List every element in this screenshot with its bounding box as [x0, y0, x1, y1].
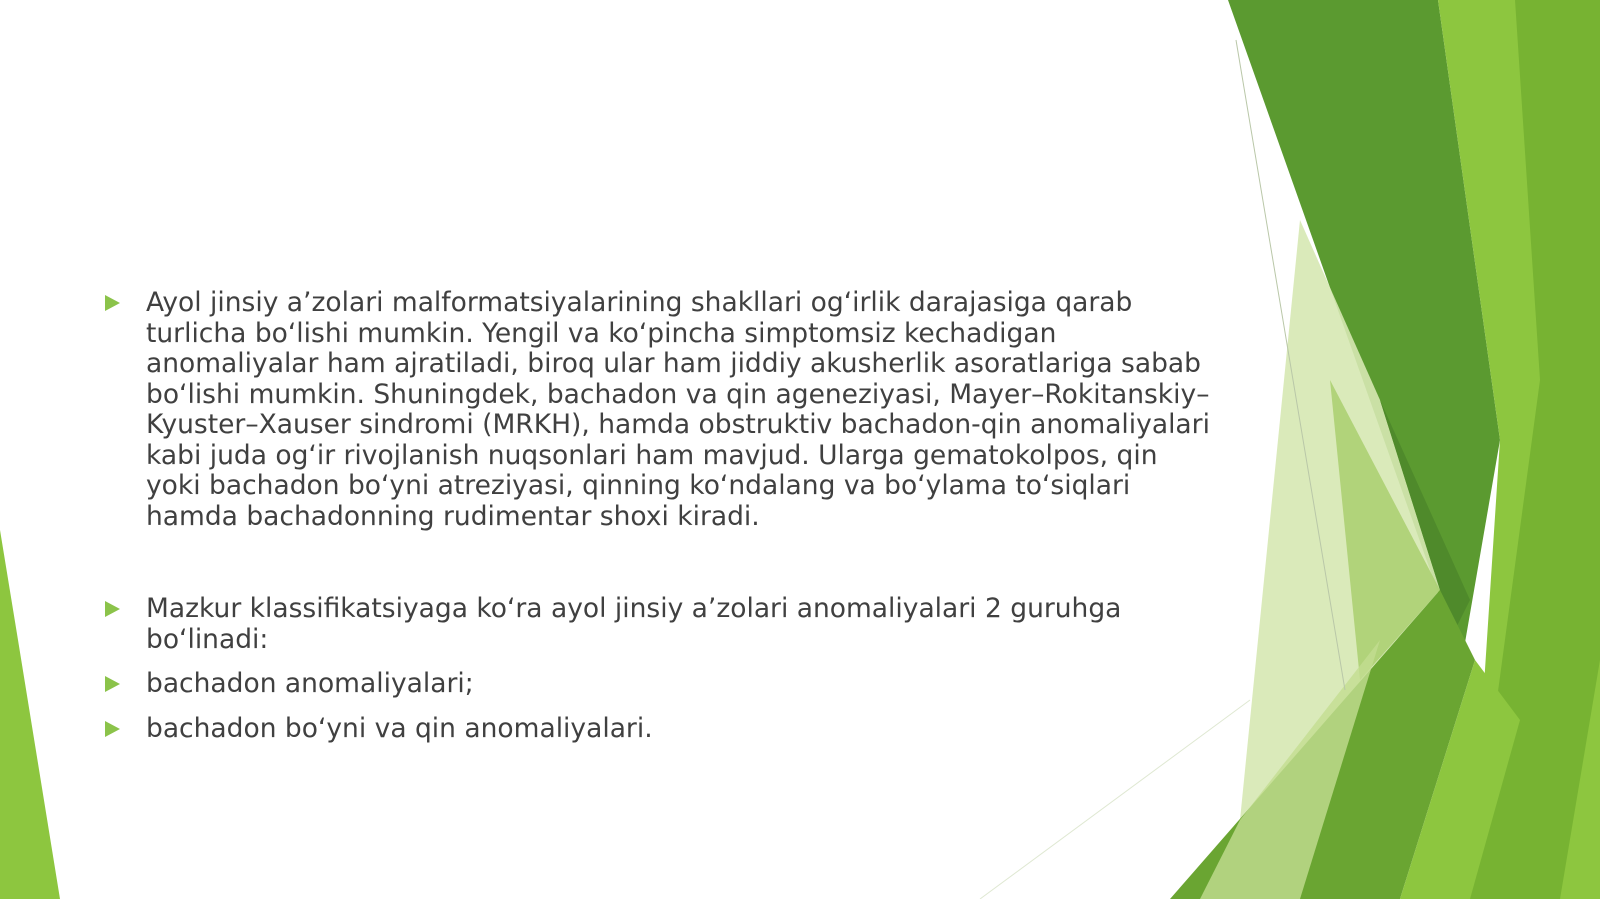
bullet-text: bachadon anomaliyalari;	[146, 668, 474, 699]
bullet-item	[100, 288, 1210, 532]
slide-body	[100, 288, 1210, 744]
bullet-text: Ayol jinsiy a’zolari malformatsiyalarining shakllari og‘irlik darajasiga qarab turlicha bo‘lishi mumkin. Yengil va ko‘pincha simptomsiz kechadigan anomaliyalar ham ajratiladi, biroq ular ham jiddiy akusherlik asoratlariga sabab bo‘lishi mumkin. Shuningdek, bachadon va qin ageneziyasi, Mayer–Rokitanskiy–Kyuster–Xauser sindromi (MRKH), hamda obstruktiv bachadon-qin anomaliyalari kabi juda og‘ir rivojlanish nuqsonlari ham mavjud. Ularga gematokolpos, qin yoki bachadon bo‘yni atreziyasi, qinning ko‘ndalang va bo‘ylama to‘siqlari hamda bachadonning rudimentar shoxi kiradi.	[146, 287, 1210, 532]
bullet-list	[100, 288, 1210, 744]
bullet-text: Mazkur klassifikatsiyaga ko‘ra ayol jinsiy a’zolari anomaliyalari 2 guruhga bo‘linadi:	[146, 593, 1122, 655]
left-green-sliver	[0, 530, 60, 899]
triangle-right-icon	[103, 720, 121, 738]
triangle-right-icon	[103, 675, 121, 693]
triangle-right-icon	[103, 600, 121, 618]
bullet-item	[100, 594, 1210, 655]
bullet-text: bachadon bo‘yni va qin anomaliyalari.	[146, 712, 653, 744]
bullet-item	[100, 669, 1210, 700]
triangle-right-icon	[103, 294, 121, 312]
bullet-item	[100, 714, 1210, 745]
